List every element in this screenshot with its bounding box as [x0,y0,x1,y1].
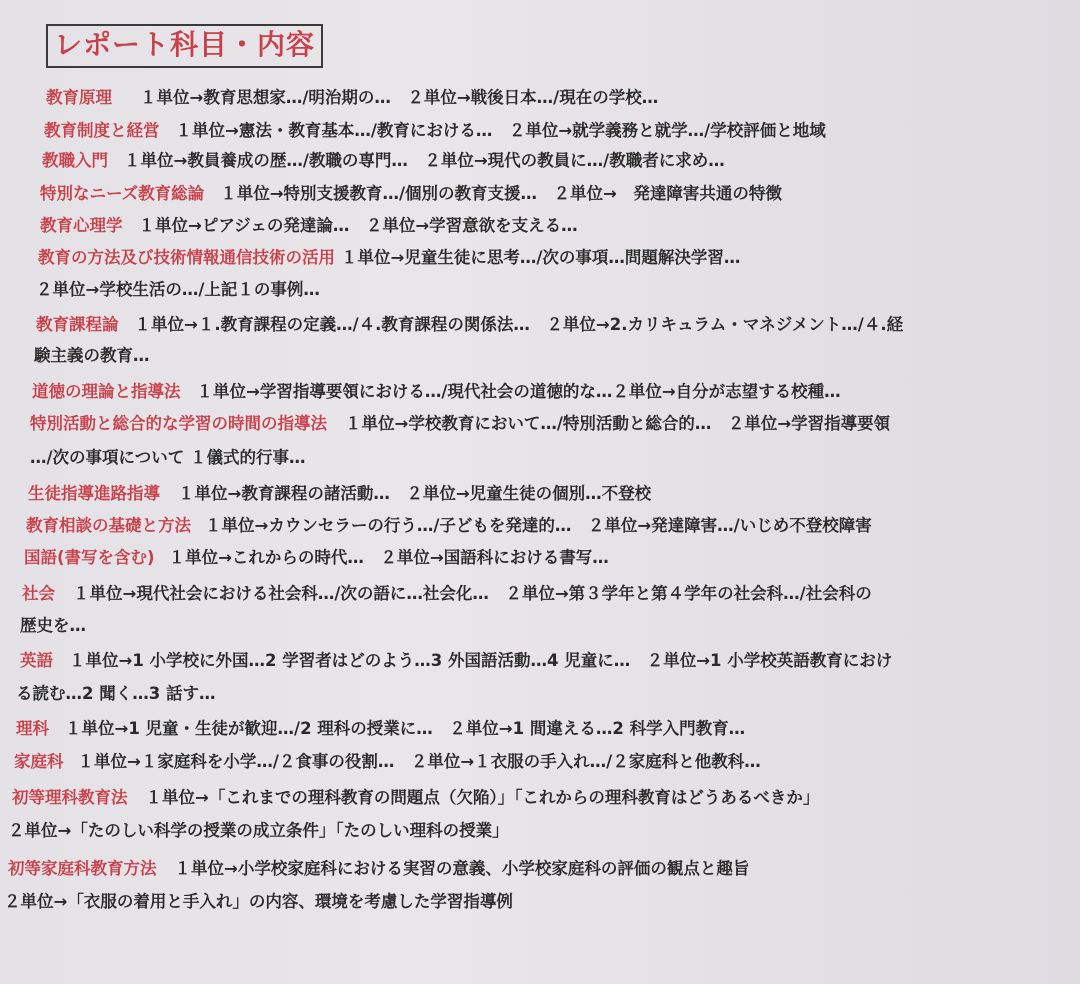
subject-content: る読む…2 聞く…3 話す… [16,684,216,703]
subject-content: １単位→児童生徒に思考…/次の事項…問題解決学習… [341,248,741,267]
subject-name: 家庭科 [14,752,64,771]
page-title: レポート科目・内容 [46,24,323,68]
subject-content: １単位→1 児童・生徒が歓迎…/2 理科の授業に… ２単位→1 間違える…2 科学入門教育… [65,719,746,738]
subject-name: 特別なニーズ教育総論 [40,184,205,203]
subject-line [36,278,320,302]
subject-line [36,313,903,337]
subject-content: １単位→１.教育課程の定義…/４.教育課程の関係法… ２単位→2.カリキュラム・マネジメント…/４.経 [134,315,904,334]
subject-content: １単位→１家庭科を小学…/２食事の役割… ２単位→１衣服の手入れ…/２家庭科と他教科… [77,752,761,771]
subject-content: １単位→現代社会における社会科…/次の語に…社会化… ２単位→第３学年と第４学年の社会科…/社会科の [73,584,872,603]
subject-content: １単位→これからの時代… ２単位→国語科における書写… [168,548,609,567]
subject-content: ２単位→「衣服の着用と手入れ」の内容、環境を考慮した学習指導例 [4,892,513,911]
subject-name: 教職入門 [42,151,108,170]
subject-name: 教育課程論 [36,315,119,334]
subject-line [22,582,872,606]
subject-name: 特別活動と総合的な学習の時間の指導法 [30,414,327,433]
subject-line [46,86,658,110]
subject-content: １単位→学校教育において…/特別活動と総合的… ２単位→学習指導要領 [345,414,891,433]
subject-line [30,412,890,436]
subject-line [12,786,819,810]
subject-name: 教育相談の基礎と方法 [26,516,191,535]
subject-line [42,149,725,173]
subject-line [30,446,305,470]
subject-name: 理科 [16,719,49,738]
subject-line [8,857,749,881]
subject-content: １単位→教員養成の歴…/教職の専門… ２単位→現代の教員に…/教職者に求め… [124,151,725,170]
subject-line [8,819,509,843]
subject-line [26,514,872,538]
subject-name: 社会 [22,584,55,603]
subject-content: １単位→教育課程の諸活動… ２単位→児童生徒の個別…不登校 [178,484,652,503]
subject-line [24,546,609,570]
subject-content: １単位→カウンセラーの行う…/子どもを発達的… ２単位→発達障害…/いじめ不登校障害 [205,516,872,535]
subject-name: 教育の方法及び技術情報通信技術の活用 [38,248,335,267]
subject-name: 生徒指導進路指導 [28,484,160,503]
subject-content: １単位→学習指導要領における…/現代社会の道徳的な…２単位→自分が志望する校種… [196,382,841,401]
subject-name: 英語 [20,651,53,670]
subject-name: 教育原理 [46,88,112,107]
subject-line [40,214,578,238]
subject-content: １単位→小学校家庭科における実習の意義、小学校家庭科の評価の観点と趣旨 [174,859,750,878]
subject-content: １単位→「これまでの理科教育の問題点（欠陥）」「これからの理科教育はどうあるべきか」 [145,788,820,807]
subject-content: …/次の事項について １儀式的行事… [30,448,306,467]
subject-line [32,380,841,404]
subject-line [20,614,86,638]
subject-content: １単位→1 小学校に外国…2 学習者はどのよう…3 外国語活動…4 児童に… ２単位→1 小学校英語教育におけ [69,651,893,670]
subject-content: 験主義の教育… [34,346,150,365]
subject-line [16,717,745,741]
subject-line [38,246,740,270]
subject-line [40,182,782,206]
subject-line [14,750,761,774]
subject-content: ２単位→「たのしい科学の授業の成立条件」「たのしい理科の授業」 [8,821,509,840]
subject-name: 教育制度と経営 [44,121,160,140]
subject-line [28,482,651,506]
subject-name: 初等家庭科教育方法 [8,859,157,878]
subject-content: ２単位→学校生活の…/上記１の事例… [36,280,320,299]
subject-name: 道徳の理論と指導法 [32,382,181,401]
subject-name: 初等理科教育法 [12,788,128,807]
subject-line [20,649,892,673]
subject-line [34,344,150,368]
subject-content: １単位→ピアジェの発達論… ２単位→学習意欲を支える… [138,216,578,235]
subject-content: １単位→憲法・教育基本…/教育における… ２単位→就学義務と就学…/学校評価と地域 [175,121,826,140]
subject-line [4,890,513,914]
subject-name: 国語(書写を含む) [24,548,155,567]
subject-content: １単位→特別支援教育…/個別の教育支援… ２単位→ 発達障害共通の特徴 [220,184,782,203]
subject-content: 歴史を… [20,616,86,635]
subject-line [16,682,215,706]
subject-name: 教育心理学 [40,216,123,235]
subject-content: １単位→教育思想家…/明治期の… ２単位→戦後日本…/現在の学校… [140,88,659,107]
subject-line [44,119,826,143]
